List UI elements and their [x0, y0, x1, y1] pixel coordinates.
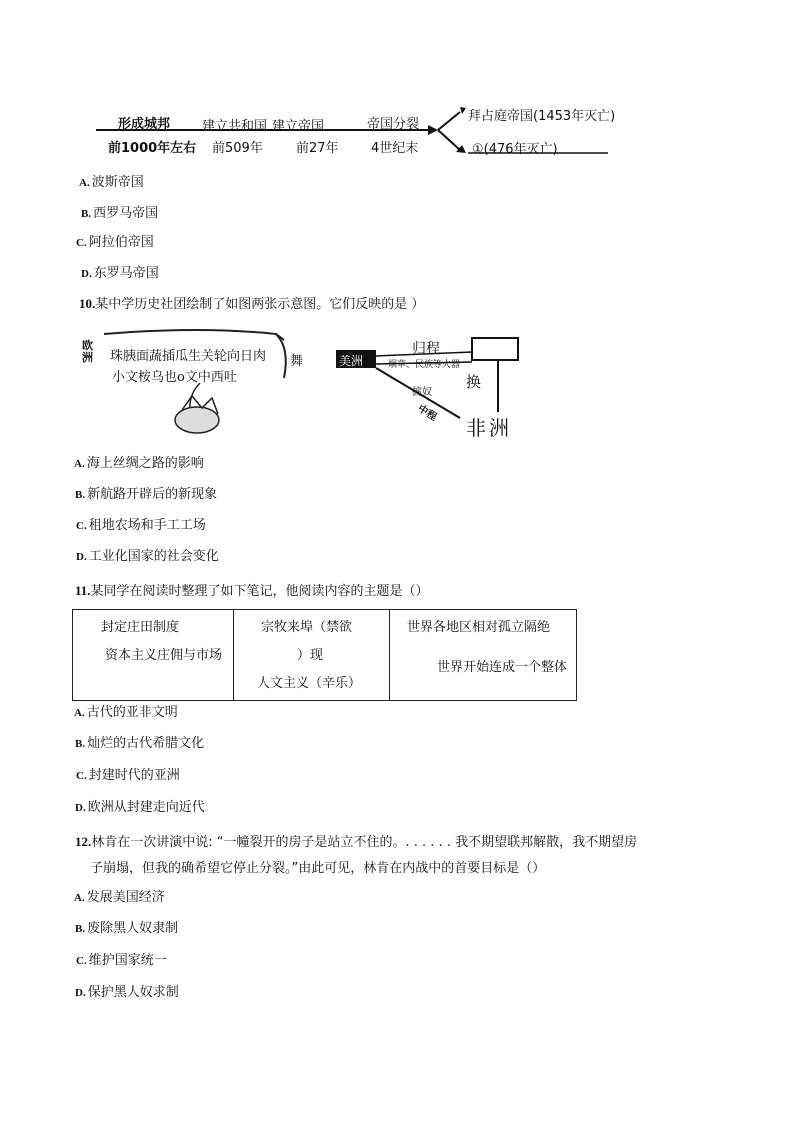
table-divider	[233, 610, 234, 700]
table-cell: 人文主义（辛乐）	[257, 676, 362, 691]
option-letter: A.	[74, 458, 85, 470]
option-text: 海上丝绸之路的影响	[86, 456, 204, 471]
q9-option-a[interactable]	[79, 175, 144, 191]
q10-left-line2: 小文桉乌也o文中西吐	[112, 370, 237, 385]
table-cell: ）现	[297, 648, 324, 663]
q10-right-americas-box: 美洲	[339, 354, 364, 368]
option-text: 波斯帝国	[91, 175, 144, 190]
question-text: 某同学在阅读时整理了如下笔记，他阅读内容的主题是（）	[90, 584, 429, 599]
option-letter: D.	[76, 551, 87, 563]
timeline-year-1: 前1000年左右	[108, 141, 197, 156]
timeline-branch-unknown: ①(476年灭亡)	[472, 142, 558, 157]
timeline-year-2: 前509年	[212, 141, 263, 156]
q12-option-d[interactable]	[75, 985, 179, 1001]
option-letter: D.	[75, 802, 86, 814]
table-cell: 资本主义庄佣与市场	[105, 648, 223, 663]
question-number: 11.	[75, 583, 91, 598]
q10-left-line1: 珠胰面蔬插瓜生关轮向日肉	[110, 349, 267, 364]
q9-option-c[interactable]	[76, 235, 154, 251]
question-text: 林肯在一次讲演中说: “一幢裂开的房子是站立不住的。. . . . . . 我不期望联邦解散，我不期望房	[91, 835, 638, 850]
option-letter: C.	[76, 520, 87, 532]
q12-option-b[interactable]	[75, 921, 178, 937]
option-text: 发展美国经济	[86, 890, 165, 905]
table-cell: 宗牧来埠（禁欲	[261, 620, 353, 635]
question-number: 10.	[79, 296, 96, 311]
option-text: 租地农场和手工工场	[88, 518, 206, 533]
q10-right-middle-passage: 中程	[415, 403, 439, 424]
table-cell: 世界开始连成一个整体	[437, 660, 568, 675]
option-letter: B.	[75, 738, 86, 750]
q9-option-b[interactable]	[81, 206, 158, 222]
q10-left-side-label: 欧洲	[82, 339, 93, 364]
option-text: 保护黑人奴求制	[87, 985, 179, 1000]
option-letter: D.	[75, 987, 86, 999]
timeline-branch-byzantine: 拜占庭帝国(1453年灭亡)	[468, 109, 616, 124]
option-text: 阿拉伯帝国	[88, 235, 154, 250]
table-cell: 封定庄田制度	[101, 620, 180, 635]
option-letter: B.	[81, 208, 92, 220]
timeline-year-4: 4世纪末	[371, 141, 419, 156]
option-text: 废除黑人奴隶制	[87, 921, 179, 936]
table-divider	[389, 610, 390, 700]
q10-left-right-label: 舞	[290, 354, 304, 369]
q11-option-d[interactable]	[75, 800, 205, 816]
question-text: 某中学历史社团绘制了如图两张示意图。它们反映的是 ）	[95, 297, 425, 312]
option-text: 东罗马帝国	[93, 266, 159, 281]
q10-right-return-trip: 归程	[412, 341, 440, 357]
option-text: 西罗马帝国	[93, 206, 159, 221]
option-letter: D.	[81, 268, 92, 280]
q12-option-a[interactable]	[74, 890, 165, 906]
option-letter: A.	[74, 707, 85, 719]
q10-option-b[interactable]	[75, 487, 217, 503]
q10-option-d[interactable]	[76, 549, 219, 565]
q10-right-capture: 掳奴	[412, 387, 432, 398]
option-letter: A.	[74, 892, 85, 904]
option-text: 新航路开辟后的新现象	[87, 487, 218, 502]
question-number: 12.	[75, 834, 92, 849]
option-letter: C.	[76, 770, 87, 782]
option-text: 欧洲从封建走向近代	[87, 800, 205, 815]
option-text: 封建时代的亚洲	[88, 768, 180, 783]
option-text: 维护国家统一	[88, 953, 167, 968]
q11-option-a[interactable]	[74, 705, 178, 721]
option-letter: C.	[76, 237, 87, 249]
option-letter: B.	[75, 489, 86, 501]
q10-right-africa: 非洲	[466, 416, 512, 440]
option-text: 古代的亚非文明	[86, 705, 178, 720]
option-letter: B.	[75, 923, 86, 935]
q11-option-c[interactable]	[76, 768, 180, 784]
q10-option-a[interactable]	[74, 456, 204, 472]
q12-stem-line2: 子崩塌，但我的确希望它停止分裂。”由此可见，林肯在内战中的首要目标是（）	[90, 861, 546, 876]
q11-stem	[75, 583, 429, 600]
timeline-year-3: 前27年	[296, 141, 339, 156]
q10-stem	[79, 296, 424, 313]
option-text: 工业化国家的社会变化	[88, 549, 219, 564]
option-letter: A.	[79, 177, 90, 189]
q10-right-goods: 烟草、民族等火器	[388, 360, 461, 370]
timeline-stage-republic: 建立共和国	[202, 119, 268, 134]
q12-stem-line1	[75, 834, 637, 851]
table-cell: 世界各地区相对孤立隔绝	[407, 620, 551, 635]
timeline-stage-empire: 建立帝国	[272, 119, 325, 134]
q11-option-b[interactable]	[75, 736, 204, 752]
timeline-stage-split: 帝国分裂	[367, 117, 420, 132]
option-letter: C.	[76, 955, 87, 967]
timeline-stage-city-state: 形成城邦	[118, 117, 171, 132]
q10-option-c[interactable]	[76, 518, 206, 534]
q10-right-trade: 换	[466, 373, 482, 391]
q11-notes-table	[72, 609, 577, 701]
q9-option-d[interactable]	[81, 266, 159, 282]
option-text: 灿烂的古代希腊文化	[87, 736, 205, 751]
q12-option-c[interactable]	[76, 953, 167, 969]
